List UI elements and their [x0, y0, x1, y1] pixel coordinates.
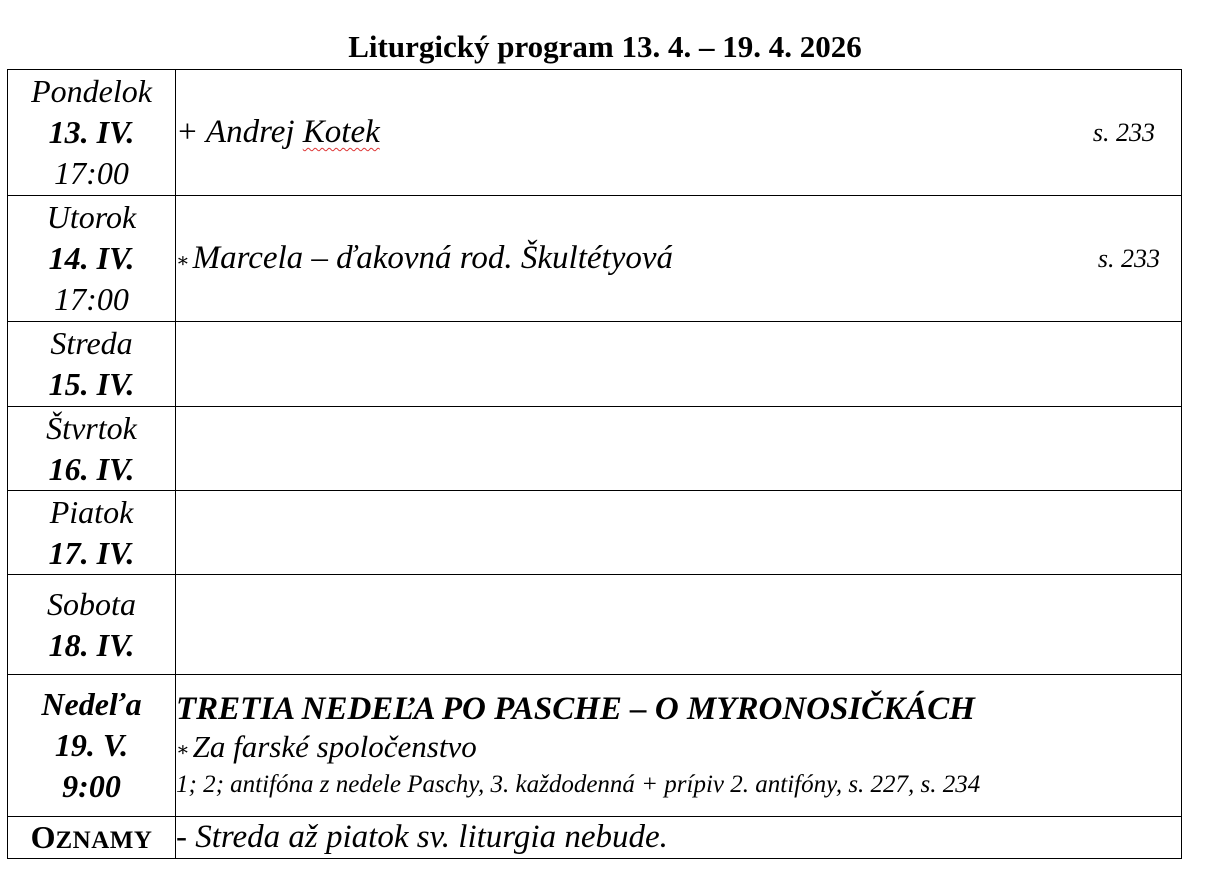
table-row	[8, 322, 1182, 407]
day-date: 13. IV.	[48, 114, 135, 150]
day-date: 19. V.	[54, 727, 129, 763]
day-cell	[8, 322, 176, 407]
day-cell	[8, 196, 176, 322]
intention-cell	[176, 322, 1182, 407]
intention-cell	[176, 491, 1182, 575]
table-row	[8, 407, 1182, 491]
table-row	[8, 817, 1182, 859]
day-date: 14. IV.	[48, 240, 135, 276]
asterisk-icon: ∗	[176, 738, 190, 761]
day-name: Utorok	[46, 199, 137, 235]
announcements-label-rest: ZNAMY	[55, 827, 153, 854]
intention-text	[176, 240, 1181, 277]
intention-label: Marcela – ďakovná rod. Škultétyová	[192, 240, 673, 276]
day-cell	[8, 407, 176, 491]
day-name: Pondelok	[31, 73, 152, 109]
intention-cell	[176, 675, 1182, 817]
day-time: 17:00	[54, 281, 129, 317]
day-date: 15. IV.	[48, 366, 135, 402]
page-title: Liturgický program 13. 4. – 19. 4. 2026	[348, 29, 862, 64]
page-reference: s. 233	[1097, 243, 1160, 273]
day-date: 17. IV.	[48, 534, 135, 571]
day-cell	[8, 575, 176, 675]
day-cell	[8, 491, 176, 575]
table-row	[8, 491, 1182, 575]
intention-name: Kotek	[302, 114, 380, 150]
day-time: 9:00	[62, 768, 121, 804]
intention-prefix: + Andrej	[176, 114, 303, 150]
announcements-label	[8, 817, 176, 859]
sunday-title: TRETIA NEDEĽA PO PASCHE – O MYRONOSIČKÁCH	[176, 691, 975, 728]
page-reference: s. 233	[1092, 117, 1155, 147]
intention-cell	[176, 575, 1182, 675]
intention-label: Za farské spoločenstvo	[192, 729, 477, 765]
day-name: Streda	[50, 325, 133, 361]
day-name: Piatok	[49, 493, 134, 530]
day-cell	[8, 675, 176, 817]
sunday-intention	[176, 729, 1181, 768]
intention-cell	[176, 407, 1182, 491]
day-name: Nedeľa	[41, 686, 142, 722]
table-row	[8, 575, 1182, 675]
day-name: Štvrtok	[46, 409, 137, 446]
announcements-text: - Streda až piatok sv. liturgia nebude.	[176, 817, 1182, 859]
day-date: 18. IV.	[48, 626, 135, 663]
liturgical-program-table	[7, 69, 1182, 859]
intention-cell	[176, 196, 1182, 322]
announcements-label-initial: O	[30, 819, 56, 855]
day-name: Sobota	[47, 585, 136, 622]
intention-cell	[176, 70, 1182, 196]
sunday-note: 1; 2; antifóna z nedele Paschy, 3. každodenná + prípiv 2. antifóny, s. 227, s. 234	[176, 770, 981, 798]
day-date: 16. IV.	[48, 450, 135, 487]
table-row	[8, 675, 1182, 817]
table-row	[8, 70, 1182, 196]
day-cell	[8, 70, 176, 196]
day-time: 17:00	[54, 155, 129, 191]
intention-text	[176, 114, 1181, 151]
table-row	[8, 196, 1182, 322]
asterisk-icon: ∗	[176, 249, 190, 272]
